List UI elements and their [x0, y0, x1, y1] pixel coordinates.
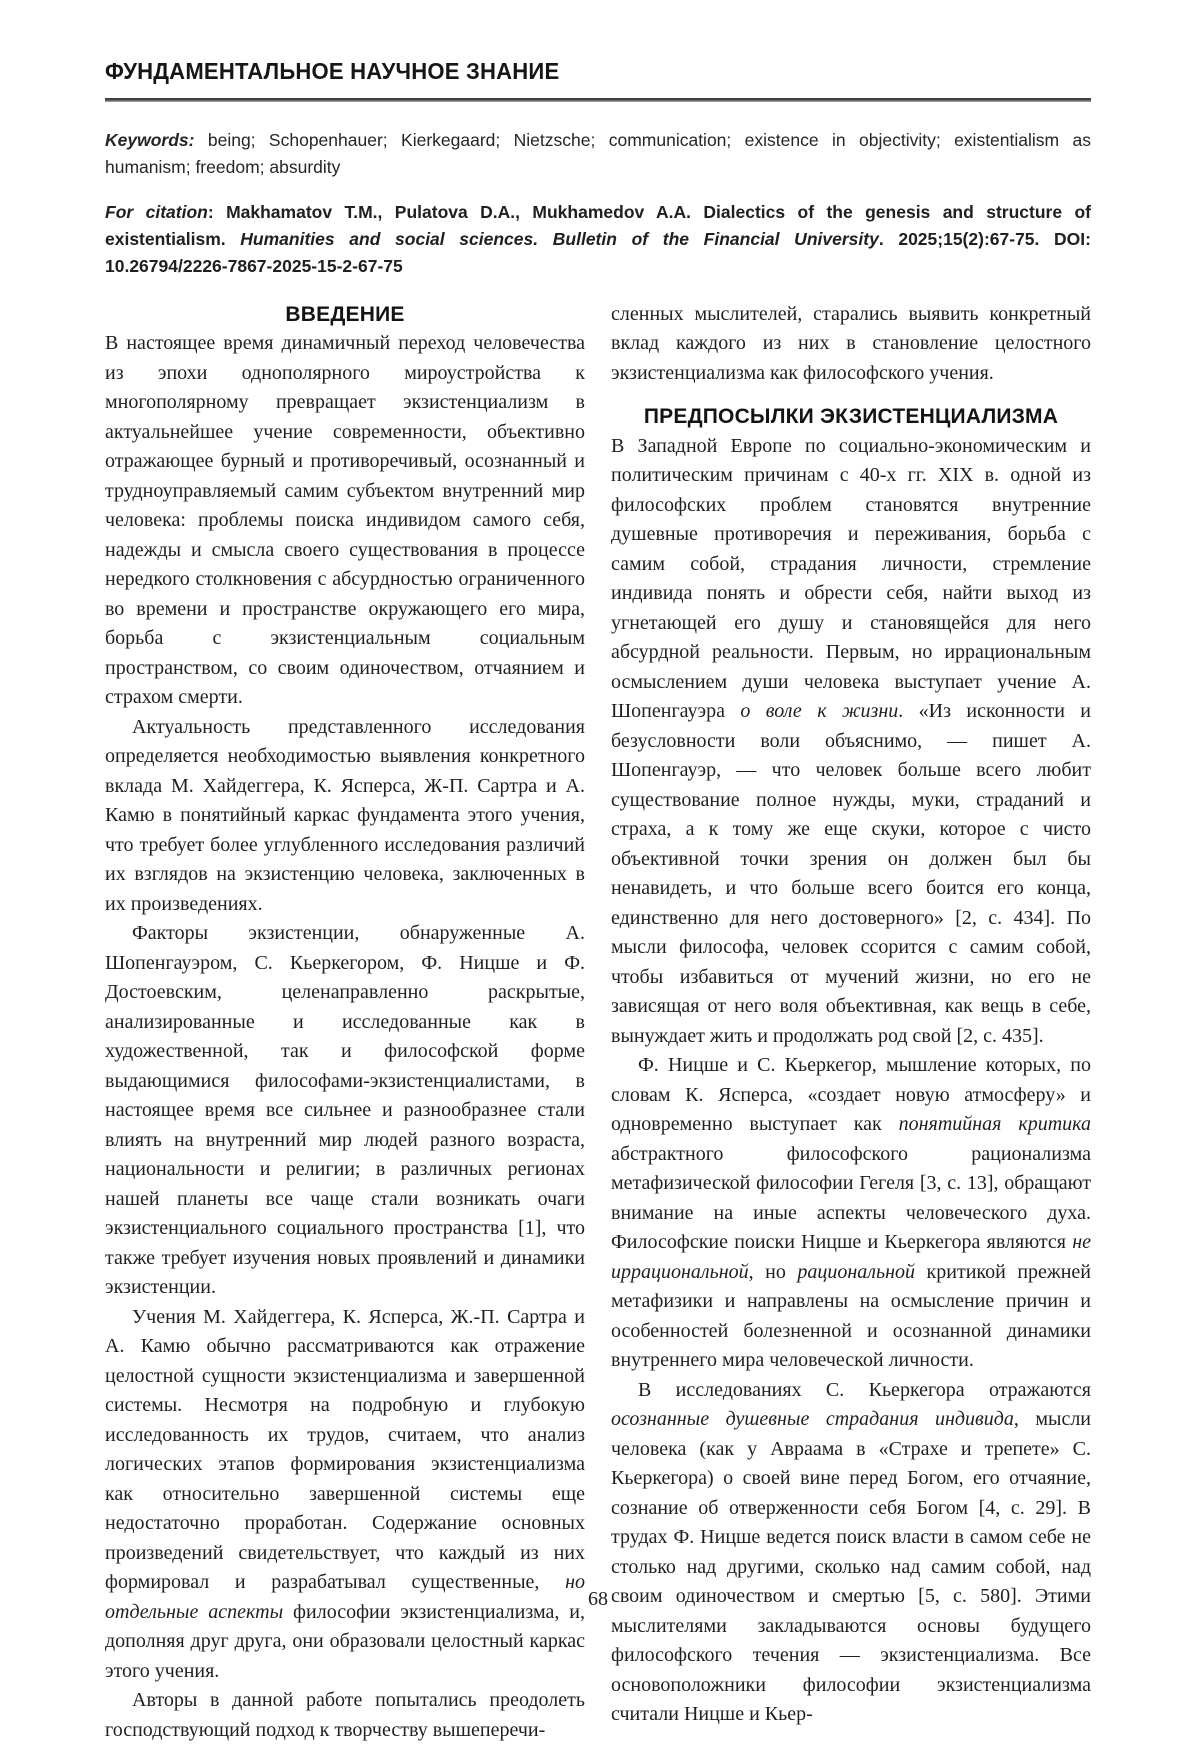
running-head-section-title: ФУНДАМЕНТАЛЬНОЕ НАУЧНОЕ ЗНАНИЕ: [105, 58, 1052, 85]
body-paragraph: Факторы экзистенции, обнаруженные А. Шопенгауэром, С. Кьеркегором, Ф. Ницше и Ф. Достоевским, целенаправленно раскрытые, анализированные и исследованные как в художественной, так и философской форме выдающимися философами-экзистенциалистами, в настоящее время все сильнее и разнообразнее стали влиять на внутренний мир людей разного возраста, национальности и религии; в различных регионах нашей планеты все чаще стали возникать очаги экзистенциального социального пространства [1], что также требует изучения новых проявлений и динамики экзистенции.: [105, 919, 585, 1303]
body-paragraph: сленных мыслителей, старались выявить конкретный вклад каждого из них в становление целостного экзистенциализма как философского учения.: [611, 300, 1091, 389]
body-paragraph: Авторы в данной работе попытались преодолеть господствующий подход к творчеству вышеперечи-: [105, 1686, 585, 1745]
two-column-body: [105, 300, 1091, 1745]
page-content: [105, 0, 1091, 1745]
citation-label: For citation: [105, 202, 208, 222]
body-paragraph: В настоящее время динамичный переход человечества из эпохи однополярного мироустройства к многополярному превращает экзистенциализм в актуальнейшее учение современности, объективно отражающее бурный и противоречивый, осознанный и трудноуправляемый самим субъектом внутренний мир человека: проблемы поиска индивидом самого себя, надежды и смысла своего существования в процессе нередкого столкновения с абсурдностью ограниченного во времени и пространстве окружающего его мира, борьба с экзистенциальным социальным пространством, со своим одиночеством, отчаянием и страхом смерти.: [105, 329, 585, 713]
left-column: [105, 300, 585, 1745]
citation-authors: : Makhamatov T.M., Pulatova D.A., Mukhamedov A.A. Dialectics of the genesis and structure of existentialism.: [105, 202, 1091, 249]
keywords-text: being; Schopenhauer; Kierkegaard; Nietzsche; communication; existence in objectivity; existentialism as humanism; freedom; absurdity: [105, 130, 1091, 177]
body-paragraph: Учения М. Хайдеггера, К. Ясперса, Ж.-П. Сартра и А. Камю обычно рассматриваются как отражение целостной сущности экзистенциализма и завершенной системы. Несмотря на подробную и глубокую исследованность их трудов, считаем, что анализ логических этапов формирования экзистенциализма как относительно завершенной системы еще недостаточно проработан. Содержание основных произведений свидетельствует, что каждый из них формировал и разрабатывал существенные, но отдельные аспекты философии экзистенциализма, и, дополняя друг друга, они образовали целостный каркас этого учения.: [105, 1303, 585, 1687]
citation-journal-title: Humanities and social sciences. Bulletin of the Financial University: [240, 229, 879, 249]
section-heading: ПРЕДПОСЫЛКИ ЭКЗИСТЕНЦИАЛИЗМА: [611, 402, 1091, 432]
keywords-label: Keywords:: [105, 130, 194, 150]
keywords-block: [105, 127, 1091, 181]
body-paragraph: В Западной Европе по социально-экономическим и политическим причинам с 40-х гг. XIX в. одной из философских проблем становятся внутренние душевные противоречия и переживания, борьба с самим собой, страдания личности, стремление индивида понять и обрести себя, найти выход из угнетающей его душу и становящейся для него абсурдной реальности. Первым, но иррациональным осмыслением души человека выступает учение А. Шопенгауэра о воле к жизни. «Из исконности и безусловности воли объяснимо, — пишет А. Шопенгауэр, — что человек больше всего любит существование полное нужды, муки, страданий и страха, а к тому же еще скуки, которое с чисто объективной точки зрения он должен был бы ненавидеть, и что больше всего боится его конца, единственно для него достоверного» [2, с. 434]. По мысли философа, человек ссорится с самим собой, чтобы избавиться от мучений жизни, но его не зависящая от него воля объективная, как вещь в себе, вынуждает жить и продолжать род свой [2, с. 435].: [611, 432, 1091, 1052]
page-number: 68: [105, 1588, 1091, 1611]
citation-block: [105, 199, 1091, 280]
body-paragraph: Ф. Ницше и С. Кьеркегор, мышление которых, по словам К. Ясперса, «создает новую атмосферу» и одновременно выступает как понятийная критика абстрактного философского рационализма метафизической философии Гегеля [3, с. 13], обращают внимание на иные аспекты человеческого духа. Философские поиски Ницше и Кьеркегора являются не иррациональной, но рациональной критикой прежней метафизики и направлены на осмысление причин и особенностей болезненной и осознанной динамики внутреннего мира человеческой личности.: [611, 1051, 1091, 1376]
section-heading: ВВЕДЕНИЕ: [105, 300, 585, 330]
header-rule-divider: [105, 98, 1091, 102]
right-column: [611, 300, 1091, 1745]
body-paragraph: Актуальность представленного исследования определяется необходимостью выявления конкретного вклада М. Хайдеггера, К. Ясперса, Ж-П. Сартра и А. Камю в понятийный каркас фундамента этого учения, что требует более углубленного исследования различий их взглядов на экзистенцию человека, заключенных в их произведениях.: [105, 713, 585, 920]
body-paragraph: В исследованиях С. Кьеркегора отражаются осознанные душевные страдания индивида, мысли человека (как у Авраама в «Страхе и трепете» С. Кьеркегора) о своей вине перед Богом, его отчаяние, сознание об отверженности себя Богом [4, с. 29]. В трудах Ф. Ницше ведется поиск власти в самом себе не столько над другими, сколько над самим собой, над своим одиночеством и смертью [5, с. 580]. Этими мыслителями закладываются основы будущего философского течения — экзистенциализма. Все основоположники философии экзистенциализма считали Ницше и Кьер-: [611, 1376, 1091, 1730]
citation-tail: . 2025;15(2):67-75. DOI: 10.26794/2226-7867-2025-15-2-67-75: [105, 229, 1091, 276]
